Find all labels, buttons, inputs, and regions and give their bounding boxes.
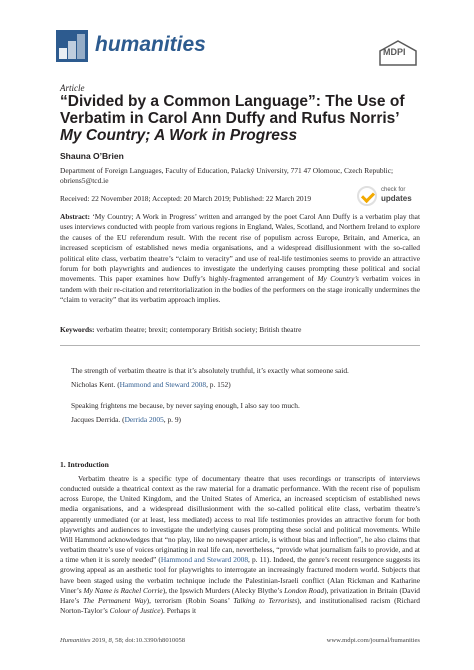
keywords-label: Keywords: bbox=[60, 325, 95, 334]
author-name: Shauna O’Brien bbox=[60, 151, 124, 161]
abstract-text-2: verbatim voices in tandem with their re-citation and reterritorialization in the bodies of the performers on the stage ironically undermines the “claim to veracity” that its verbatim approach implies. bbox=[60, 274, 420, 305]
epigraph-2-page: , p. 9) bbox=[163, 415, 182, 424]
abstract-italic: My Country’s bbox=[317, 274, 359, 284]
body-title-4: Talking to Terrorists bbox=[233, 595, 298, 605]
divider bbox=[60, 345, 420, 346]
body-text-4: ), privatization in Britain (David Hare’s bbox=[60, 585, 420, 605]
body-title-2: London Road bbox=[284, 585, 325, 595]
epigraph-1-citation-link[interactable]: Hammond and Steward 2008 bbox=[119, 380, 207, 389]
article-title bbox=[60, 93, 440, 144]
check-for-updates-badge[interactable] bbox=[357, 184, 417, 212]
journal-name: humanities bbox=[95, 33, 206, 56]
epigraph-2-citation-link[interactable]: Derrida 2005 bbox=[124, 415, 164, 424]
epigraph-2-author: Jacques Derrida. bbox=[71, 415, 121, 424]
footer-doi: , 58; doi:10.3390/h8010058 bbox=[111, 637, 186, 644]
epigraph-1-attribution: Nicholas Kent. (Hammond and Steward 2008, p. 152) bbox=[71, 380, 231, 389]
body-text-5: ), terrorism (Robin Soans’ bbox=[146, 595, 234, 605]
abstract-text: ‘My Country; A Work in Progress’ written and arranged by the poet Carol Ann Duffy is a verbatim play that uses interviews conducted with people from various regions in England, Wales, Scotland, and Northern Ireland to explore the causes of the EU referendum result. With the recent rise of populism across Europe, Britain, and America, an increased scepticism of established news media organisations, and a widespread disillusionment with the so-called political elite class, verbatim theatre’s “claim to veracity” and use of real-life testimonies seems to provide an attractive forum for both playwrights and audiences to investigate the underlying causes prompting these political and social movements. This paper examines how Duffy’s highly-fragmented arrangement of bbox=[60, 212, 420, 284]
footer-year: 2019, bbox=[90, 637, 109, 644]
abstract-label: Abstract: bbox=[60, 212, 90, 221]
body-title-1: My Name is Rachel Corrie bbox=[83, 585, 163, 595]
title-line-3: My Country; A Work in Progress bbox=[60, 127, 298, 144]
affiliation: Department of Foreign Languages, Faculty of Education, Palacký University, 771 47 Olomouc, Czech Republic; obriens5@tcd.ie bbox=[60, 166, 394, 185]
title-line-2: Verbatim in Carol Ann Duffy and Rufus Norris’ bbox=[60, 110, 400, 127]
section-heading: 1. Introduction bbox=[60, 460, 109, 469]
body-text-7: ). Perhaps it bbox=[160, 606, 197, 616]
body-text-3: ), the Ipswich Murders (Alecky Blythe’s bbox=[162, 585, 285, 595]
abstract bbox=[60, 212, 420, 306]
epigraph-2-quote: Speaking frightens me because, by never saying enough, I also say too much. bbox=[71, 401, 300, 410]
footer-citation bbox=[60, 637, 185, 644]
body-title-5: Colour of Justice bbox=[109, 606, 161, 616]
epigraph-1-page: , p. 152) bbox=[206, 380, 231, 389]
footer-volume: 8 bbox=[108, 637, 112, 644]
keywords bbox=[60, 325, 420, 334]
body-title-3: The Permanent Way bbox=[83, 595, 147, 605]
humanities-logo bbox=[56, 30, 88, 62]
publisher-name: MDPI bbox=[383, 47, 406, 57]
body-text-2: , p. 11). Indeed, the genre’s recent resurgence suggests its growing appeal as an aesthetic tool for playwrights to interrogate an increasingly fractured modern world. Subjects that have been staged using the verbatim technique include the Palestinian-Israeli conflict (Alan Rickman and Katharine Viner’s bbox=[60, 555, 421, 595]
check-label-1: check for bbox=[381, 187, 406, 193]
publication-dates: Received: 22 November 2018; Accepted: 20 March 2019; Published: 22 March 2019 bbox=[60, 194, 312, 203]
article-type: Article bbox=[60, 83, 85, 93]
keywords-text: verbatim theatre; brexit; contemporary British society; British theatre bbox=[94, 325, 302, 334]
introduction-paragraph bbox=[60, 474, 420, 616]
footer-url[interactable]: www.mdpi.com/journal/humanities bbox=[326, 637, 420, 644]
body-text-6: ), and institutionalised racism (Richard Norton-Taylor’s bbox=[60, 595, 420, 616]
check-label-2: updates bbox=[381, 194, 412, 203]
epigraph-1-author: Nicholas Kent. bbox=[71, 380, 116, 389]
title-line-1: “Divided by a Common Language”: The Use of bbox=[60, 93, 405, 110]
body-citation-link[interactable]: Hammond and Steward 2008 bbox=[160, 555, 249, 565]
epigraph-2-attribution: Jacques Derrida. (Derrida 2005, p. 9) bbox=[71, 415, 182, 424]
epigraph-1-quote: The strength of verbatim theatre is that it’s absolutely truthful, it’s exactly what someone said. bbox=[71, 366, 349, 375]
check-icon bbox=[357, 186, 377, 206]
footer-journal: Humanities bbox=[60, 637, 91, 644]
body-text-1: Verbatim theatre is a specific type of documentary theatre that uses recordings or transcripts of interviews conducted outside a theatrical context as the raw material for a dramatic performance. With the recent rise of populism across Europe, the United Kingdom, and the United States of America, an increased scepticism of established news media organisations, and a widespread disillusionment with the so-called political elite class, verbatim theatre’s apparently unmediated (or at least, less mediated) access to real life testimonies provides an attractive forum for both playwrights and audiences to investigate the underlying causes prompting these social and political movements. While Will Hammond acknowledges that “no play, like no newspaper article, is without bias and inflection”, he also claims that verbatim theatre’s use of voices originating in real life can, nevertheless, “provide what journalism fails to provide, and at a time when it is sorely needed” ( bbox=[60, 474, 420, 565]
